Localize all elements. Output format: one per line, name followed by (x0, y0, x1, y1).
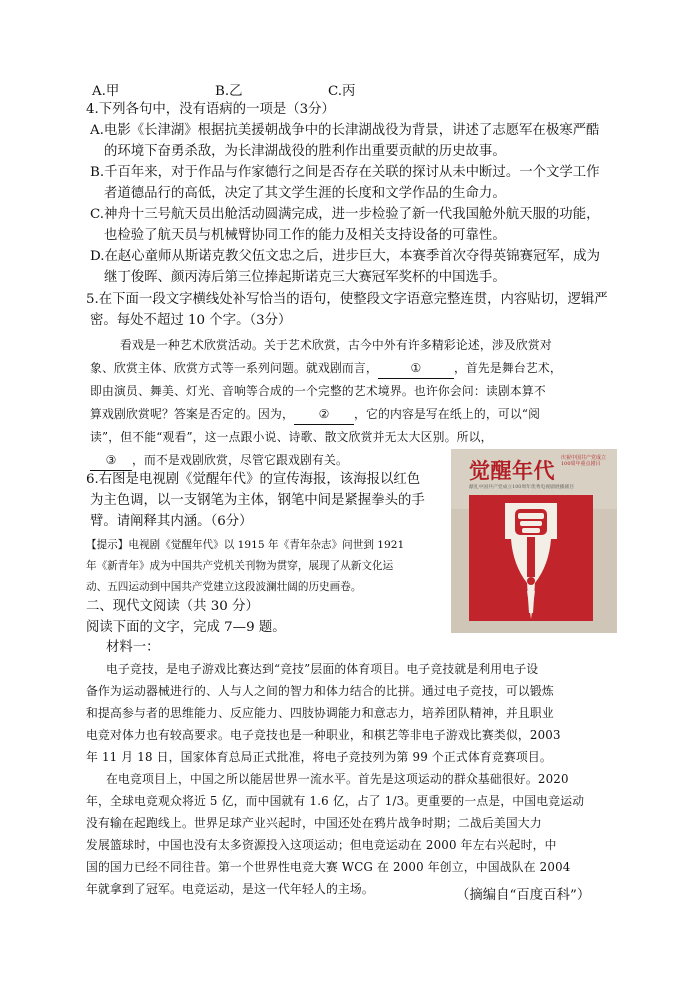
q6-hint-cont: 动、五四运动到中国共产党建立这段波澜壮阔的历史画卷。 (86, 581, 362, 593)
q6-hint-cont: 年《新青年》成为中国共产党机关刊物为贯穿，展现了从新文化运 (86, 560, 394, 572)
poster-title: 觉醒年代 (469, 459, 555, 483)
material-1-line: 没有输在起跑线上。世界足球产业兴起时，中国还处在鸦片战争时期；二战后美国大力 (86, 816, 542, 830)
q5-passage-line: 象、欣赏主体、欣赏方式等一系列问题。就戏剧而言， ① ，首先是舞台艺术， (90, 358, 562, 379)
q6-hint: 【提示】电视剧《觉醒年代》以 1915 年《青年杂志》问世到 1921 (86, 539, 405, 551)
q5-passage-line: 即由演员、舞美、灯光、音响等合成的一个完整的艺术境界。也许你会问：读剧本算不 (90, 384, 546, 398)
q5-blank-3[interactable]: ③ (90, 450, 132, 471)
material-1-line: 年就拿到了冠军。电竞运动，是这一代年轻人的主场。 (86, 882, 374, 896)
q4-option-b-cont: 者道德品行的高低，决定了其文学生涯的长度和文学作品的生命力。 (104, 186, 506, 201)
material-1-line: 发展篮球时，中国也没有太多资源投入这项运动；但电竞运动在 2000 年左右兴起时，中 (86, 838, 557, 852)
material-1-line: 电子竞技，是电子游戏比赛达到“竞技”层面的体育项目。电子竞技就是利用电子设 (106, 662, 539, 676)
material-1-source: （摘编自“百度百科”） (456, 888, 591, 903)
q4-option-c-cont: 也检验了航天员与机械臂协同工作的能力及相关支持设备的可靠性。 (104, 228, 506, 243)
q3-option-a[interactable]: A.甲 (92, 84, 120, 99)
q6-stem-cont: 臂。请阐释其内涵。（6分） (90, 514, 253, 529)
material-1-line: 在电竞项目上，中国之所以能居世界一流水平。首先是这项运动的群众基础很好。2020 (106, 772, 569, 786)
drama-poster (451, 449, 617, 633)
material-1-line: 和提高参与者的思维能力、反应能力、四肢协调能力和意志力，培养团队精神，并且职业 (86, 706, 554, 720)
q4-option-a-cont: 的环境下奋勇杀敌，为长津湖战役的胜利作出重要贡献的历史故事。 (104, 144, 506, 159)
q5-stem: 5.在下面一段文字横线处补写恰当的语句，使整段文字语意完整连贯，内容贴切，逻辑严 (86, 292, 608, 307)
q4-option-a[interactable]: A.电影《长津湖》根据抗美援朝战争中的长津湖战役为背景，讲述了志愿军在极寒严酷 (90, 123, 600, 138)
poster-red-panel (469, 495, 593, 621)
q5-passage-line: 读”，但不能“观看”，这一点跟小说、诗歌、散文欣赏并无太大区别。所以， (90, 430, 493, 444)
q4-stem: 4.下列各句中，没有语病的一项是（3分） (86, 102, 335, 117)
q5-passage-line: ③ ，而不是戏剧欣赏，尽管它跟戏剧有关。 (90, 450, 348, 471)
section-2-intro: 阅读下面的文字，完成 7—9 题。 (86, 620, 286, 635)
q4-option-b[interactable]: B.千百年来，对于作品与作家德行之间是否存在关联的探讨从未中断过。一个文学工作 (90, 165, 600, 180)
poster-subtitle: 庆祝中国共产党成立100周年重点剧目 (561, 455, 607, 467)
q6-stem-cont: 为主色调，以一支钢笔为主体，钢笔中间是紧握拳头的手 (90, 493, 425, 508)
material-1-line: 电竞对体力也有较高要求。电子竞技也是一种职业，和棋艺等非电子游戏比赛类似，2003 (86, 728, 561, 742)
material-1-line: 国的国力已经不同往昔。第一个世界性电竞大赛 WCG 在 2000 年创立，中国战队在 2004 (86, 860, 571, 874)
material-1-label: 材料一： (106, 640, 160, 655)
q3-option-b[interactable]: B.乙 (215, 84, 243, 99)
poster-caption: 献礼中国共产党成立100周年优秀电视剧展播剧目 (469, 485, 575, 490)
q4-option-d[interactable]: D.在赵心童师从斯诺克教父伍文忠之后，进步巨大，本赛季首次夺得英锦赛冠军，成为 (90, 249, 600, 264)
q5-passage-line: 算戏剧欣赏呢？答案是否定的。因为， ② ，它的内容是写在纸上的，可以“阅 (90, 404, 540, 425)
q3-option-c[interactable]: C.丙 (328, 84, 356, 99)
q5-stem-cont: 密。每处不超过 10 个字。（3分） (90, 313, 292, 328)
q6-stem: 6.右图是电视剧《觉醒年代》的宣传海报，该海报以红色 (86, 472, 421, 487)
material-1-line: 年，全球电竞观众将近 5 亿，而中国就有 1.6 亿，占了 1/3。更重要的一点是，中国电竞运动 (86, 794, 585, 808)
section-2-title: 二、现代文阅读（共 30 分） (86, 599, 259, 614)
q5-blank-1[interactable]: ① (378, 358, 454, 379)
q4-option-c[interactable]: C.神舟十三号航天员出舱活动圆满完成，进一步检验了新一代我国舱外航天服的功能， (90, 207, 600, 222)
fountain-pen-fist-icon (469, 495, 593, 621)
q5-blank-2[interactable]: ② (294, 404, 354, 425)
material-1-line: 年 11 月 18 日，国家体育总局正式批准，将电子竞技列为第 99 个正式体育竞赛项目。 (86, 750, 552, 764)
q5-passage-line: 看戏是一种艺术欣赏活动。关于艺术欣赏，古今中外有许多精彩论述，涉及欣赏对 (120, 338, 552, 352)
material-1-line: 备作为运动器械进行的、人与人之间的智力和体力结合的比拼。通过电子竞技，可以锻炼 (86, 684, 554, 698)
q4-option-d-cont: 继丁俊晖、颜丙涛后第三位捧起斯诺克三大赛冠军奖杯的中国选手。 (104, 270, 506, 285)
